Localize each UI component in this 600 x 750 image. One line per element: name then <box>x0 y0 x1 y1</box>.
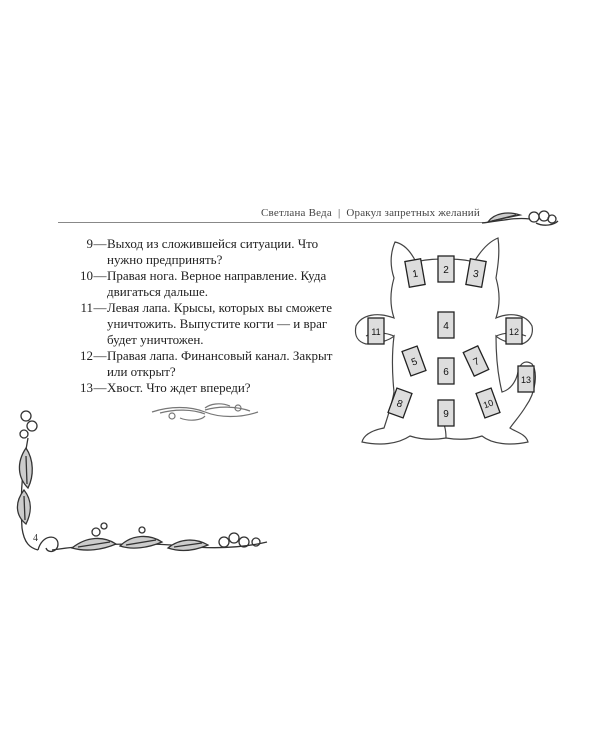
card-number-11: 11 <box>371 327 381 337</box>
card-7 <box>463 346 488 376</box>
item-text: Левая лапа. Крысы, которых вы сможете уничтожить. Выпустите когти — и враг будет уничтожен. <box>107 300 332 347</box>
card-number-7: 7 <box>471 356 482 369</box>
item-dash: — <box>93 268 107 283</box>
item-dash: — <box>93 348 107 363</box>
card-number-2: 2 <box>443 265 449 276</box>
item-dash: — <box>93 380 107 395</box>
corner-vine-ornament <box>12 408 272 568</box>
item-number: 10 <box>80 268 93 283</box>
list-item <box>60 380 350 396</box>
card-number-8: 8 <box>394 398 404 411</box>
card-10 <box>476 388 500 418</box>
item-text: Выход из сложившейся ситуации. Что нужно предпринять? <box>107 236 319 267</box>
page-number: 4 <box>33 533 38 544</box>
card-number-6: 6 <box>443 367 449 378</box>
item-text: Правая лапа. Финансовый канал. Закрыт или открыт? <box>107 348 333 379</box>
item-text: Правая нога. Верное направление. Куда двигаться дальше. <box>107 268 327 299</box>
item-dash: — <box>93 236 107 251</box>
list-item <box>60 348 350 380</box>
card-number-3: 3 <box>472 268 480 281</box>
card-5 <box>402 346 426 376</box>
card-number-5: 5 <box>410 356 420 369</box>
card-number-13: 13 <box>520 375 532 385</box>
item-number: 9 <box>86 236 93 251</box>
list-item <box>60 300 350 348</box>
cat-spread-diagram <box>350 232 540 452</box>
card-number-4: 4 <box>443 321 449 332</box>
item-text: Хвост. Что ждет впереди? <box>107 380 251 395</box>
item-number: 12 <box>80 348 93 363</box>
position-list <box>60 236 350 396</box>
running-header <box>60 207 480 219</box>
card-12 <box>506 318 522 344</box>
item-number: 11 <box>80 300 93 315</box>
card-11 <box>368 318 384 344</box>
card-number-1: 1 <box>411 268 419 281</box>
card-8 <box>388 388 412 418</box>
card-3 <box>466 259 486 287</box>
header-author: Светлана Веда <box>261 207 332 219</box>
card-2 <box>438 256 454 282</box>
header-book-title: Оракул запретных желаний <box>346 207 480 219</box>
list-item <box>60 236 350 268</box>
card-number-10: 10 <box>481 397 495 411</box>
list-item <box>60 268 350 300</box>
card-6 <box>438 358 454 384</box>
header-separator: | <box>337 207 341 219</box>
item-dash: — <box>93 300 107 315</box>
card-13 <box>518 366 534 392</box>
item-number: 13 <box>80 380 93 395</box>
card-1 <box>405 259 425 287</box>
card-number-9: 9 <box>443 409 449 420</box>
header-rule <box>58 222 488 223</box>
card-4 <box>438 312 454 338</box>
card-number-12: 12 <box>508 327 520 337</box>
header-flourish-ornament <box>480 203 560 229</box>
card-9 <box>438 400 454 426</box>
